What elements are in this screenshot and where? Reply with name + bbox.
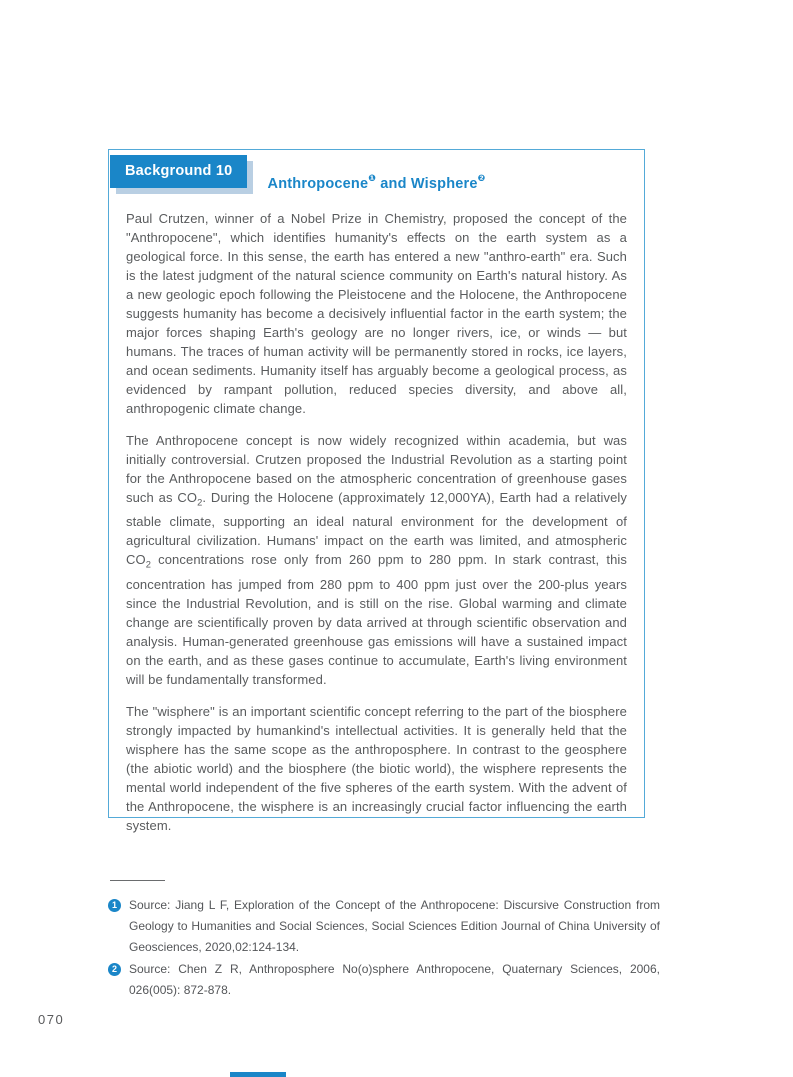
footnote-1-number-icon: 1	[108, 899, 121, 912]
page-number: 070	[38, 1012, 65, 1027]
paragraph-anthropocene-intro: Paul Crutzen, winner of a Nobel Prize in Chemistry, proposed the concept of the "Anthropocene", which identifies humanity's effects on the earth system as a geological force. In this sense, the earth has entered a new "anthro-earth" era. Such is the latest judgment of the natural science community on Earth's natural history. As a new geologic epoch following the Pleistocene and the Holocene, the Anthropocene suggests humanity has become a decisively influential factor in the earth system; the major forces shaping Earth's geology are no longer rivers, ice, or winds — but humans. The traces of human activity will be permanently stored in rocks, ice layers, and ocean sediments. Humanity itself has arguably become a geological process, as evidenced by rampant pollution, reduced species diversity, and above all, anthropogenic climate change.	[126, 210, 627, 416]
footnote-2	[108, 959, 660, 1001]
paragraph-co2-concentration: The Anthropocene concept is now widely recognized within academia, but was initially controversial. Crutzen proposed the Industrial Revolution as a starting point for the Anthropocene based on the atmospheric concentration of greenhouse gases such as $CO_2$. During the Holocene (approximately 12,000YA), Earth had a relatively stable climate, supporting an ideal natural environment for the development of agricultural civilization. Humans' impact on the earth was limited, and atmospheric $CO_2$ concentrations rose only from 260 ppm to 280 ppm. In stark contrast, this concentration has jumped from 280 ppm to 400 ppm just over the 200-plus years since the Industrial Revolution, and is still on the rise. Global warming and climate change are scientifically proven by data arrived at through scientific observation and analysis. Human-generated greenhouse gas emissions will have a sustained impact on the earth, and as these gases continue to accumulate, Earth's living environment will be fundamentally transformed.	[126, 432, 627, 688]
footnote-1	[108, 895, 660, 958]
footnote-2-number-icon: 2	[108, 963, 121, 976]
footnotes-section	[108, 880, 660, 1002]
background-box	[108, 149, 645, 834]
footnote-divider	[110, 880, 165, 881]
background-tab-label: Background 10	[110, 155, 247, 188]
paragraph-wisphere: The "wisphere" is an important scientific concept referring to the part of the biosphere strongly impacted by humankind's intellectual activities. It is generally held that the wisphere has the same scope as the anthroposphere. In contrast to the geosphere (the abiotic world) and the biosphere (the biotic world), the wisphere represents the mental world independent of the five spheres of the earth system. With the advent of the Anthropocene, the wisphere is an increasingly crucial factor influencing the earth system.	[126, 704, 627, 834]
footnote-2-text: Source: Chen Z R, Anthroposphere No(o)sphere Anthropocene, Quaternary Sciences, 2006, 026(005): 872-878.	[129, 962, 660, 997]
footnote-1-text: Source: Jiang L F, Exploration of the Concept of the Anthropocene: Discursive Construction from Geology to Humanities and Social Sciences, Social Sciences Edition Journal of China University of Geosciences, 2020,02:124-134.	[129, 898, 660, 954]
box-title: Anthropocene$^❶$ and Wisphere$^❷$	[267, 173, 486, 192]
box-body	[109, 209, 644, 835]
bottom-edge-blue-bar	[230, 1072, 286, 1077]
